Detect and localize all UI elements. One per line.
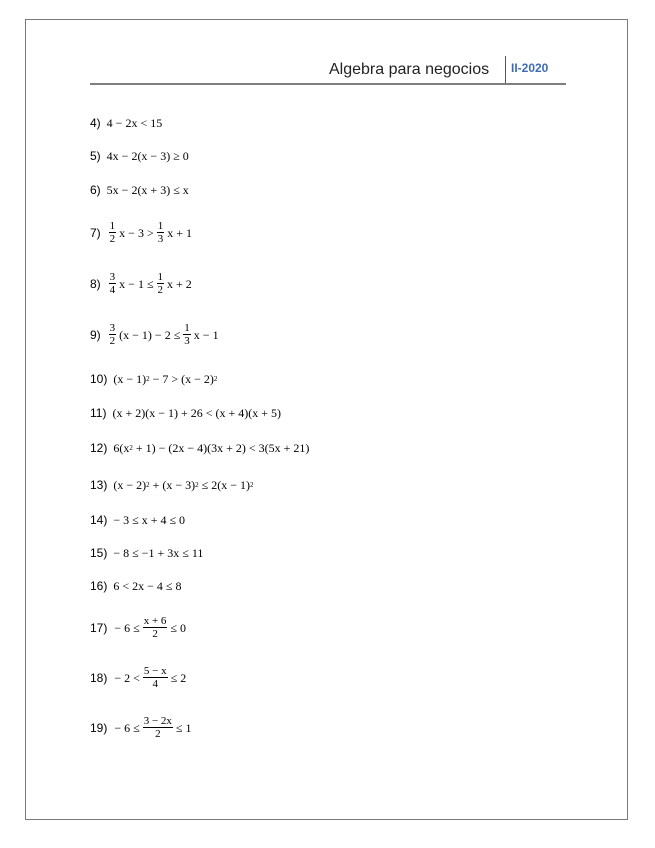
inequality: 6(x 2 + 1) − (2x − 4)(3x + 2) < 3(5x + 21) bbox=[113, 441, 310, 455]
exercise-8 bbox=[90, 271, 193, 296]
inequality: (x − 2) 2 + (x − 3) 2 ≤ 2(x − 1) 2 bbox=[113, 478, 254, 492]
denominator: 2 bbox=[152, 628, 158, 640]
exercise-number: 6) bbox=[90, 183, 101, 197]
inequality: (x − 1) 2 − 7 > (x − 2) 2 bbox=[113, 372, 218, 386]
denominator: 4 bbox=[109, 284, 116, 296]
inequality bbox=[107, 220, 193, 245]
denominator: 3 bbox=[184, 335, 190, 347]
denominator: 2 bbox=[157, 284, 164, 296]
exercise-number: 16) bbox=[90, 579, 108, 593]
expression-text: − 7 > (x − 2) bbox=[149, 372, 214, 386]
expression-text: x − 1 ≤ bbox=[119, 276, 154, 291]
numerator: 3 bbox=[109, 322, 116, 334]
exercise-number: 18) bbox=[90, 670, 108, 685]
expression-text: − 6 ≤ bbox=[114, 620, 140, 635]
fraction bbox=[109, 322, 117, 347]
exercise-number: 7) bbox=[90, 225, 101, 240]
header-rule bbox=[90, 83, 566, 85]
inequality bbox=[107, 271, 193, 296]
fraction bbox=[157, 271, 165, 296]
exercise-7 bbox=[90, 220, 193, 245]
fraction bbox=[109, 220, 117, 245]
exercise-number: 19) bbox=[90, 720, 108, 735]
expression-text: x + 2 bbox=[167, 276, 192, 291]
fraction bbox=[143, 665, 168, 690]
fraction bbox=[109, 271, 117, 296]
expression-text: 6(x bbox=[113, 441, 130, 455]
exercise-13 bbox=[90, 478, 254, 492]
inequality: − 3 ≤ x + 4 ≤ 0 bbox=[113, 513, 186, 527]
expression-text: − 2 < bbox=[114, 670, 140, 685]
denominator: 2 bbox=[109, 335, 116, 347]
exercise-number: 9) bbox=[90, 327, 101, 342]
numerator: 1 bbox=[157, 220, 164, 232]
exercise-number: 5) bbox=[90, 149, 101, 163]
numerator: 1 bbox=[157, 271, 164, 283]
numerator: 3 − 2x bbox=[143, 715, 172, 727]
inequality: 6 < 2x − 4 ≤ 8 bbox=[113, 579, 182, 593]
exercise-14 bbox=[90, 513, 185, 527]
numerator: 1 bbox=[109, 220, 116, 232]
expression-text: ≤ 2(x − 1) bbox=[198, 478, 250, 492]
numerator: x + 6 bbox=[143, 615, 167, 627]
expression-text: − 6 ≤ bbox=[114, 720, 140, 735]
exercise-number: 11) bbox=[90, 406, 107, 420]
exercise-15 bbox=[90, 546, 203, 560]
exercise-10 bbox=[90, 372, 217, 386]
denominator: 2 bbox=[155, 728, 161, 740]
expression-text: x − 1 bbox=[193, 327, 219, 342]
denominator: 2 bbox=[109, 233, 116, 245]
exercise-number: 14) bbox=[90, 513, 108, 527]
exercise-12 bbox=[90, 441, 309, 455]
expression-text: ≤ 2 bbox=[170, 670, 187, 685]
fraction bbox=[143, 715, 173, 740]
inequality bbox=[113, 715, 192, 740]
expression-text: x − 3 > bbox=[119, 225, 154, 240]
exercise-number: 8) bbox=[90, 276, 101, 291]
expression-text: (x − 1) bbox=[113, 372, 147, 386]
denominator: 3 bbox=[157, 233, 164, 245]
header-separator bbox=[505, 56, 506, 84]
exercise-16 bbox=[90, 579, 181, 593]
denominator: 4 bbox=[152, 678, 158, 690]
exercise-4 bbox=[90, 116, 162, 130]
inequality: 5x − 2(x + 3) ≤ x bbox=[106, 183, 189, 197]
exercise-19 bbox=[90, 715, 193, 740]
exercise-5 bbox=[90, 149, 189, 163]
expression-text: + (x − 3) bbox=[149, 478, 196, 492]
exercise-number: 4) bbox=[90, 116, 101, 130]
exercise-number: 17) bbox=[90, 620, 108, 635]
header-title: Algebra para negocios bbox=[329, 61, 490, 78]
inequality: 4x − 2(x − 3) ≥ 0 bbox=[106, 149, 189, 163]
exercise-6 bbox=[90, 183, 189, 197]
exercise-9 bbox=[90, 322, 220, 347]
inequality: − 8 ≤ −1 + 3x ≤ 11 bbox=[113, 546, 204, 560]
fraction bbox=[143, 615, 168, 640]
numerator: 1 bbox=[184, 322, 190, 334]
exercise-number: 15) bbox=[90, 546, 108, 560]
exercise-17 bbox=[90, 615, 187, 640]
numerator: 5 − x bbox=[143, 665, 167, 677]
expression-text: (x − 1) − 2 ≤ bbox=[119, 327, 181, 342]
inequality bbox=[107, 322, 220, 347]
inequality bbox=[113, 615, 187, 640]
expression-text: ≤ 0 bbox=[170, 620, 187, 635]
expression-text: ≤ 1 bbox=[175, 720, 192, 735]
numerator: 3 bbox=[109, 271, 116, 283]
exercise-11 bbox=[90, 406, 281, 420]
fraction bbox=[183, 322, 191, 347]
exercise-number: 10) bbox=[90, 372, 108, 386]
exercise-number: 12) bbox=[90, 441, 108, 455]
inequality bbox=[113, 665, 187, 690]
exercise-18 bbox=[90, 665, 187, 690]
expression-text: + 1) − (2x − 4)(3x + 2) < 3(5x + 21) bbox=[132, 441, 310, 455]
fraction bbox=[157, 220, 165, 245]
inequality: 4 − 2x < 15 bbox=[106, 116, 163, 130]
header-code: II-2020 bbox=[511, 61, 549, 75]
expression-text: x + 1 bbox=[167, 225, 192, 240]
inequality: (x + 2)(x − 1) + 26 < (x + 4)(x + 5) bbox=[112, 406, 282, 420]
exercise-number: 13) bbox=[90, 478, 108, 492]
expression-text: (x − 2) bbox=[113, 478, 147, 492]
